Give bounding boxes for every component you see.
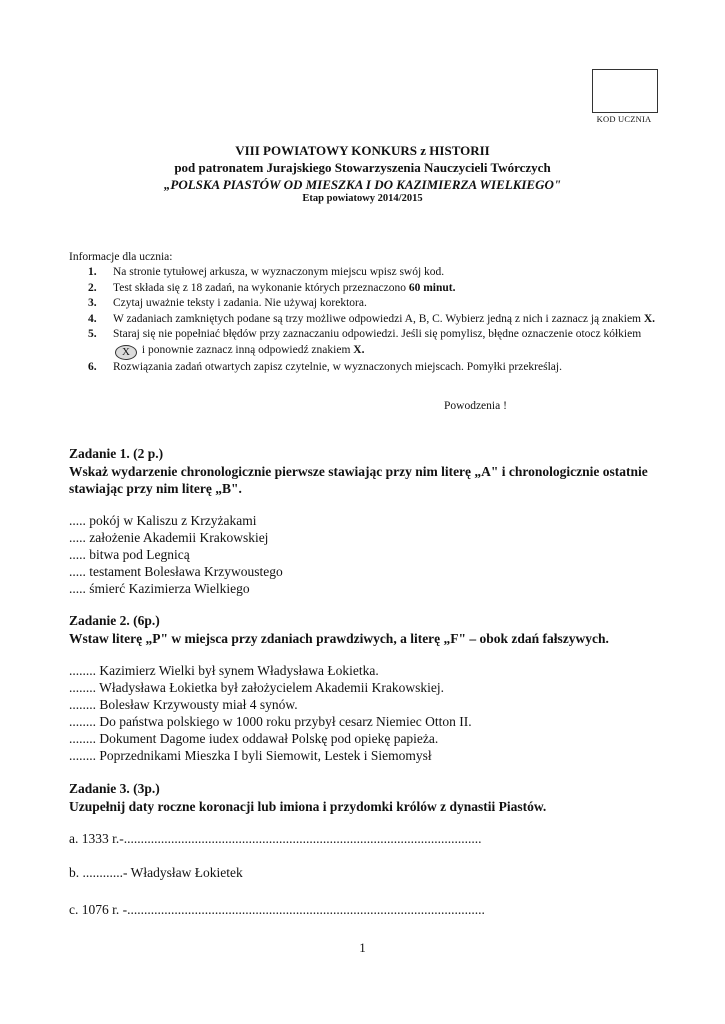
task3-title: Zadanie 3. (3p.): [69, 781, 160, 796]
page-number: 1: [359, 940, 366, 955]
student-code-box[interactable]: [592, 69, 658, 113]
rules-list: [69, 265, 669, 375]
rule-item: 3. Czytaj uważnie teksty i zadania. Nie używaj korektora.: [88, 297, 367, 309]
task2-items: [69, 662, 669, 764]
task1-question: Wskaż wydarzenie chronologicznie pierwsze stawiając przy nim literę „A" i chronologicznie ostatnie stawiając przy nim literę „B".: [69, 464, 648, 496]
list-item[interactable]: ..... bitwa pod Legnicą: [69, 547, 190, 562]
task3-question: Uzupełnij daty roczne koronacji lub imiona i przydomki królów z dynastii Piastów.: [69, 799, 547, 814]
task1-title: Zadanie 1. (2 p.): [69, 446, 164, 461]
circled-x-icon: X: [115, 345, 137, 360]
good-luck-text: Powodzenia !: [444, 400, 507, 412]
list-item[interactable]: ........ Kazimierz Wielki był synem Władysława Łokietka.: [69, 663, 379, 678]
rule-item: 2. Test składa się z 18 zadań, na wykonanie których przeznaczono 60 minut.: [88, 281, 456, 294]
info-title: Informacje dla ucznia:: [69, 251, 173, 263]
task3-line-a[interactable]: a. 1333 r.-..........................................................................................................: [69, 831, 482, 846]
list-item[interactable]: ........ Dokument Dagome iudex oddawał Polskę pod opiekę papieża.: [69, 731, 439, 746]
contest-title: VIII POWIATOWY KONKURS z HISTORII: [235, 143, 490, 158]
list-item[interactable]: ..... testament Bolesława Krzywoustego: [69, 564, 283, 579]
student-code-label: KOD UCZNIA: [596, 114, 652, 124]
list-item[interactable]: ........ Do państwa polskiego w 1000 roku przybył cesarz Niemiec Otton II.: [69, 714, 472, 729]
contest-theme: „POLSKA PIASTÓW OD MIESZKA I DO KAZIMIERZA WIELKIEGO": [163, 177, 562, 192]
rule-item: 5. Staraj się nie popełniać błędów przy zaznaczaniu odpowiedzi. Jeśli się pomylisz, błędne oznaczenie otocz kółkiem X i ponownie zaznacz inną odpowiedź znakiem X.: [88, 328, 642, 358]
task3-line-b[interactable]: b. ............- Władysław Łokietek: [69, 865, 243, 880]
list-item[interactable]: ..... założenie Akademii Krakowskiej: [69, 530, 269, 545]
list-item[interactable]: ........ Bolesław Krzywousty miał 4 synów.: [69, 697, 298, 712]
rule-item: 4. W zadaniach zamkniętych podane są trzy możliwe odpowiedzi A, B, C. Wybierz jedną z nich i zaznacz ją znakiem X.: [88, 312, 656, 325]
task3-line-c[interactable]: c. 1076 r. -..........................................................................................................: [69, 902, 485, 917]
contest-stage: Etap powiatowy 2014/2015: [302, 193, 423, 204]
task2-title: Zadanie 2. (6p.): [69, 613, 160, 628]
list-item[interactable]: ..... pokój w Kaliszu z Krzyżakami: [69, 513, 257, 528]
list-item[interactable]: ..... śmierć Kazimierza Wielkiego: [69, 581, 250, 596]
rule-item: 6. Rozwiązania zadań otwartych zapisz czytelnie, w wyznaczonych miejscach. Pomyłki przekreślaj.: [88, 360, 562, 373]
list-item[interactable]: ........ Władysława Łokietka był założycielem Akademii Krakowskiej.: [69, 680, 445, 695]
rule-item: 1. Na stronie tytułowej arkusza, w wyznaczonym miejscu wpisz swój kod.: [88, 266, 445, 278]
task2-question: Wstaw literę „P" w miejsca przy zdaniach prawdziwych, a literę „F" – obok zdań fałszywych.: [69, 631, 609, 646]
list-item[interactable]: ........ Poprzednikami Mieszka I byli Siemowit, Lestek i Siemomysł: [69, 748, 432, 763]
task1-items: [69, 512, 669, 597]
patronage-line: pod patronatem Jurajskiego Stowarzyszenia Nauczycieli Twórczych: [174, 160, 551, 175]
